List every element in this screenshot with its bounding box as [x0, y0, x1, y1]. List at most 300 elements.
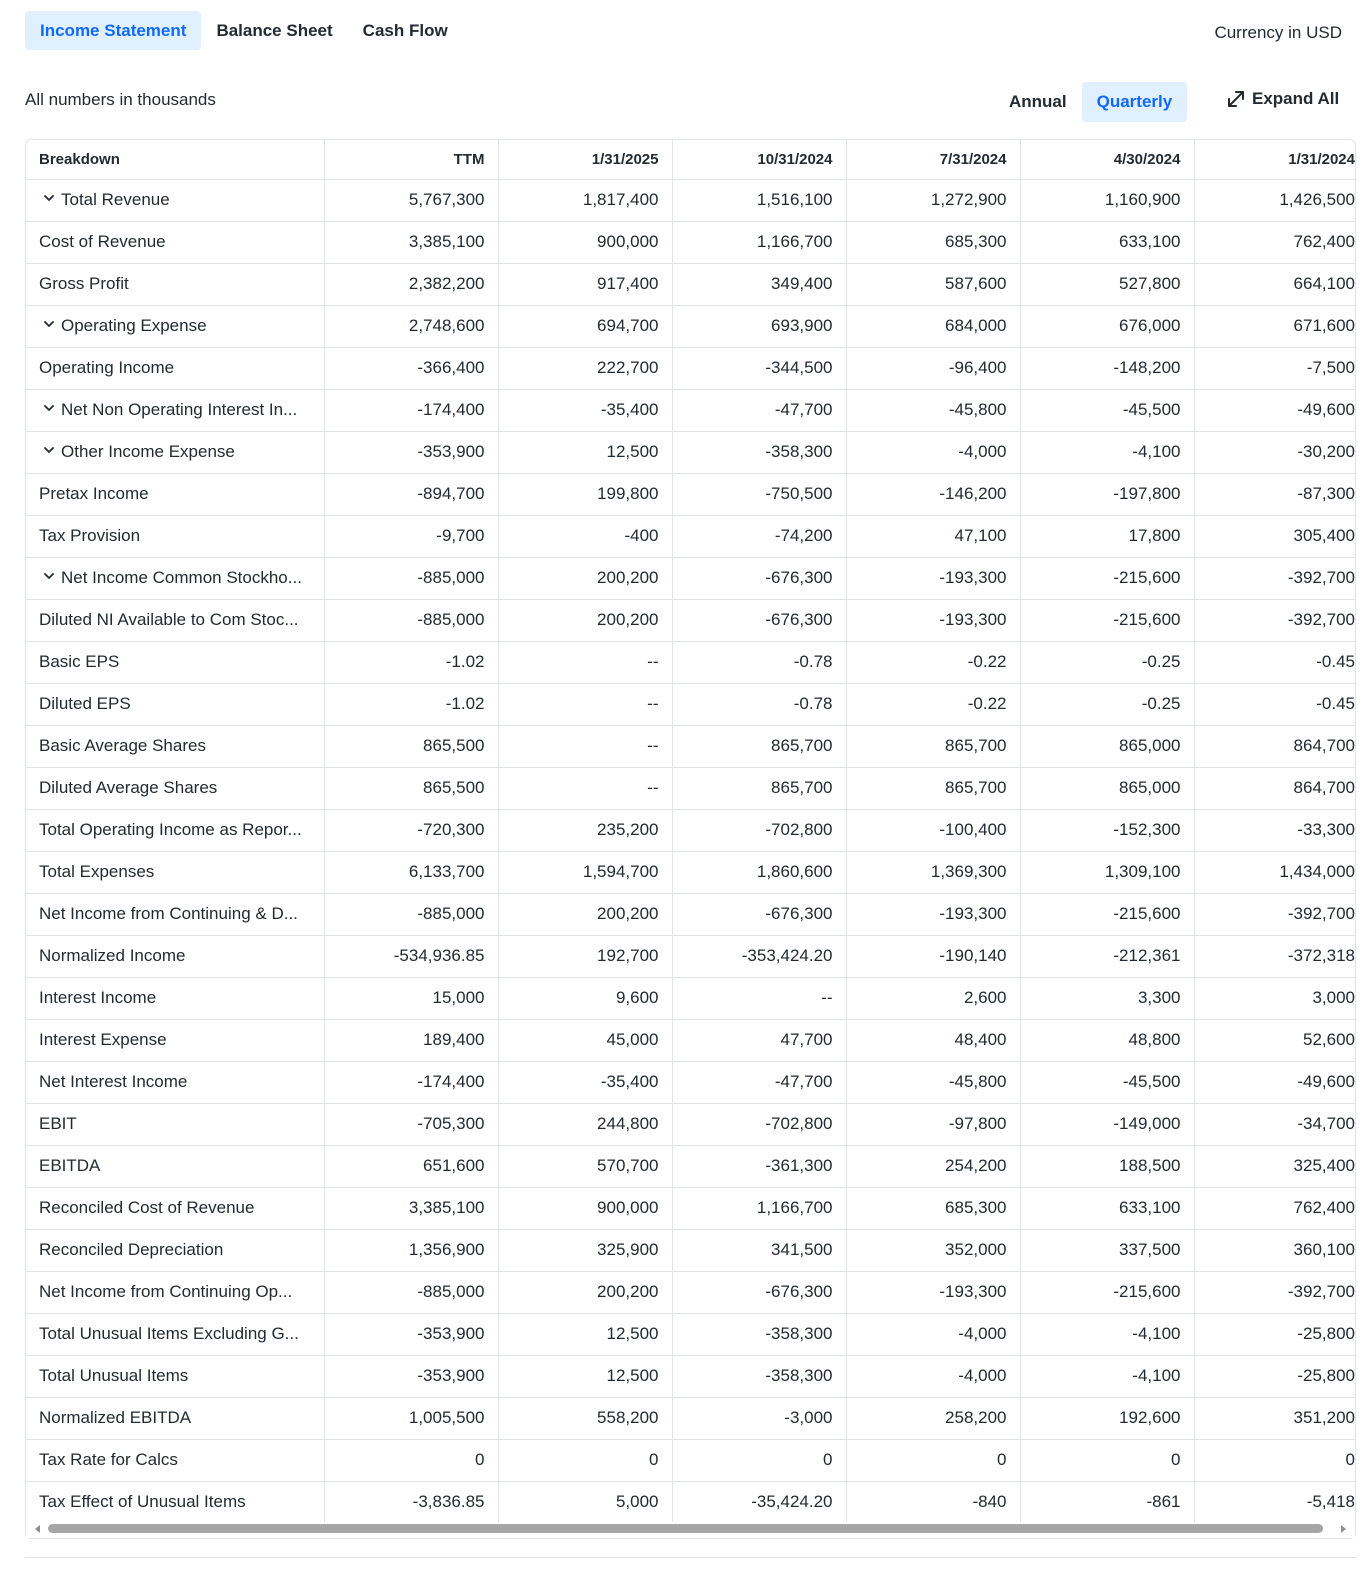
value-cell: -148,200: [1020, 347, 1194, 389]
row-label: Net Income from Continuing Op...: [39, 1282, 293, 1301]
value-cell: 200,200: [498, 893, 672, 935]
row-label-cell: [26, 1187, 324, 1229]
value-cell: 2,748,600: [324, 305, 498, 347]
value-cell: 222,700: [498, 347, 672, 389]
value-cell: -9,700: [324, 515, 498, 557]
value-cell: 865,500: [324, 725, 498, 767]
value-cell: 865,500: [324, 767, 498, 809]
value-cell: -4,100: [1020, 1313, 1194, 1355]
value-cell: -358,300: [672, 431, 846, 473]
value-cell: -190,140: [846, 935, 1020, 977]
value-cell: 341,500: [672, 1229, 846, 1271]
value-cell: --: [498, 725, 672, 767]
value-cell: 15,000: [324, 977, 498, 1019]
value-cell: 865,000: [1020, 725, 1194, 767]
value-cell: -676,300: [672, 893, 846, 935]
value-cell: -100,400: [846, 809, 1020, 851]
table-row[interactable]: [26, 431, 1356, 473]
value-cell: 864,700: [1194, 725, 1356, 767]
value-cell: 685,300: [846, 1187, 1020, 1229]
table-row: [26, 893, 1356, 935]
row-label-cell: [26, 809, 324, 851]
value-cell: -0.78: [672, 641, 846, 683]
expand-arrows-icon: [1226, 89, 1246, 109]
row-label-cell: [26, 641, 324, 683]
value-cell: -34,700: [1194, 1103, 1356, 1145]
value-cell: -4,100: [1020, 1355, 1194, 1397]
value-cell: -885,000: [324, 1271, 498, 1313]
value-cell: -400: [498, 515, 672, 557]
value-cell: 9,600: [498, 977, 672, 1019]
row-label: EBIT: [39, 1114, 77, 1133]
table-row: [26, 1271, 1356, 1313]
value-cell: -4,000: [846, 1313, 1020, 1355]
value-cell: -3,836.85: [324, 1481, 498, 1523]
value-cell: 5,000: [498, 1481, 672, 1523]
row-label: Total Unusual Items Excluding G...: [39, 1324, 299, 1343]
period-toggle: [994, 82, 1187, 122]
value-cell: -894,700: [324, 473, 498, 515]
table-row[interactable]: [26, 305, 1356, 347]
value-cell: 1,005,500: [324, 1397, 498, 1439]
value-cell: -1.02: [324, 641, 498, 683]
value-cell: 325,400: [1194, 1145, 1356, 1187]
value-cell: -4,100: [1020, 431, 1194, 473]
value-cell: -49,600: [1194, 389, 1356, 431]
value-cell: -676,300: [672, 557, 846, 599]
row-label: Interest Expense: [39, 1030, 167, 1049]
value-cell: 558,200: [498, 1397, 672, 1439]
value-cell: 258,200: [846, 1397, 1020, 1439]
value-cell: 570,700: [498, 1145, 672, 1187]
row-label-cell: [26, 851, 324, 893]
value-cell: 47,700: [672, 1019, 846, 1061]
value-cell: -193,300: [846, 1271, 1020, 1313]
value-cell: 762,400: [1194, 221, 1356, 263]
value-cell: -146,200: [846, 473, 1020, 515]
row-label: Cost of Revenue: [39, 232, 166, 251]
value-cell: 352,000: [846, 1229, 1020, 1271]
value-cell: 3,385,100: [324, 221, 498, 263]
value-cell: -7,500: [1194, 347, 1356, 389]
value-cell: -174,400: [324, 389, 498, 431]
value-cell: -0.22: [846, 641, 1020, 683]
row-label: Net Income from Continuing & D...: [39, 904, 298, 923]
chevron-down-icon[interactable]: [44, 571, 54, 581]
row-label-cell: [26, 1145, 324, 1187]
value-cell: -358,300: [672, 1313, 846, 1355]
value-cell: 254,200: [846, 1145, 1020, 1187]
value-cell: -149,000: [1020, 1103, 1194, 1145]
value-cell: -4,000: [846, 431, 1020, 473]
value-cell: 2,382,200: [324, 263, 498, 305]
value-cell: 527,800: [1020, 263, 1194, 305]
horizontal-scrollbar[interactable]: [26, 1522, 1355, 1538]
column-header-period: 7/31/2024: [846, 140, 1020, 179]
row-label: Diluted NI Available to Com Stoc...: [39, 610, 299, 629]
financials-grid: [26, 140, 1356, 1524]
value-cell: 1,272,900: [846, 179, 1020, 221]
value-cell: -96,400: [846, 347, 1020, 389]
value-cell: -193,300: [846, 599, 1020, 641]
value-cell: -30,200: [1194, 431, 1356, 473]
value-cell: 1,516,100: [672, 179, 846, 221]
value-cell: -5,418: [1194, 1481, 1356, 1523]
row-label: Net Non Operating Interest In...: [61, 400, 298, 419]
value-cell: 693,900: [672, 305, 846, 347]
value-cell: 684,000: [846, 305, 1020, 347]
value-cell: 0: [324, 1439, 498, 1481]
value-cell: 1,817,400: [498, 179, 672, 221]
value-cell: -45,500: [1020, 1061, 1194, 1103]
scroll-right-arrow-icon[interactable]: [1341, 1525, 1346, 1533]
value-cell: -212,361: [1020, 935, 1194, 977]
value-cell: -372,318: [1194, 935, 1356, 977]
value-cell: 0: [672, 1439, 846, 1481]
value-cell: 189,400: [324, 1019, 498, 1061]
value-cell: 349,400: [672, 263, 846, 305]
annual-button[interactable]: Annual: [1009, 92, 1067, 111]
value-cell: 351,200: [1194, 1397, 1356, 1439]
statement-tabs: [25, 11, 463, 50]
table-row: [26, 1019, 1356, 1061]
scroll-thumb[interactable]: [48, 1524, 1323, 1533]
divider: [25, 1557, 1356, 1558]
value-cell: 1,860,600: [672, 851, 846, 893]
value-cell: -74,200: [672, 515, 846, 557]
value-cell: 305,400: [1194, 515, 1356, 557]
value-cell: 651,600: [324, 1145, 498, 1187]
value-cell: 1,166,700: [672, 1187, 846, 1229]
row-label-cell: [26, 1271, 324, 1313]
value-cell: -885,000: [324, 557, 498, 599]
value-cell: 694,700: [498, 305, 672, 347]
row-label-cell: [26, 893, 324, 935]
row-label-cell: [26, 347, 324, 389]
value-cell: 587,600: [846, 263, 1020, 305]
row-label-cell: [26, 767, 324, 809]
chevron-down-icon[interactable]: [44, 319, 54, 329]
value-cell: -702,800: [672, 809, 846, 851]
value-cell: 685,300: [846, 221, 1020, 263]
value-cell: 1,369,300: [846, 851, 1020, 893]
value-cell: -35,400: [498, 1061, 672, 1103]
value-cell: 244,800: [498, 1103, 672, 1145]
value-cell: 1,356,900: [324, 1229, 498, 1271]
value-cell: 0: [1194, 1439, 1356, 1481]
value-cell: 45,000: [498, 1019, 672, 1061]
value-cell: -35,400: [498, 389, 672, 431]
value-cell: 762,400: [1194, 1187, 1356, 1229]
value-cell: 1,309,100: [1020, 851, 1194, 893]
table-row: [26, 1397, 1356, 1439]
table-row[interactable]: [26, 179, 1356, 221]
value-cell: 12,500: [498, 431, 672, 473]
value-cell: -25,800: [1194, 1313, 1356, 1355]
value-cell: 664,100: [1194, 263, 1356, 305]
value-cell: 3,385,100: [324, 1187, 498, 1229]
row-label-cell: [26, 1229, 324, 1271]
row-label: Operating Expense: [61, 316, 207, 335]
value-cell: 192,700: [498, 935, 672, 977]
value-cell: -197,800: [1020, 473, 1194, 515]
value-cell: 48,400: [846, 1019, 1020, 1061]
value-cell: -47,700: [672, 1061, 846, 1103]
value-cell: 199,800: [498, 473, 672, 515]
value-cell: -97,800: [846, 1103, 1020, 1145]
value-cell: -47,700: [672, 389, 846, 431]
row-label: Net Income Common Stockho...: [61, 568, 302, 587]
row-label: Tax Rate for Calcs: [39, 1450, 178, 1469]
value-cell: 865,700: [846, 725, 1020, 767]
value-cell: -358,300: [672, 1355, 846, 1397]
value-cell: -0.22: [846, 683, 1020, 725]
row-label: Normalized Income: [39, 946, 186, 965]
value-cell: --: [498, 767, 672, 809]
value-cell: 1,426,500: [1194, 179, 1356, 221]
value-cell: 200,200: [498, 557, 672, 599]
chevron-down-icon[interactable]: [44, 193, 54, 203]
row-label-cell[interactable]: [26, 557, 324, 599]
units-note: All numbers in thousands: [25, 90, 216, 109]
row-label-cell[interactable]: [26, 305, 324, 347]
value-cell: -0.25: [1020, 683, 1194, 725]
value-cell: 865,700: [846, 767, 1020, 809]
tab-balance-sheet[interactable]: Balance Sheet: [216, 21, 333, 40]
table-row: [26, 1229, 1356, 1271]
value-cell: -49,600: [1194, 1061, 1356, 1103]
value-cell: 1,160,900: [1020, 179, 1194, 221]
value-cell: -392,700: [1194, 599, 1356, 641]
row-label-cell: [26, 221, 324, 263]
table-row: [26, 1187, 1356, 1229]
tab-income-statement[interactable]: Income Statement: [25, 11, 201, 50]
value-cell: -45,500: [1020, 389, 1194, 431]
row-label: Reconciled Depreciation: [39, 1240, 224, 1259]
value-cell: 17,800: [1020, 515, 1194, 557]
value-cell: 0: [846, 1439, 1020, 1481]
row-label: Interest Income: [39, 988, 157, 1007]
table-row: [26, 347, 1356, 389]
value-cell: 200,200: [498, 1271, 672, 1313]
value-cell: 325,900: [498, 1229, 672, 1271]
value-cell: --: [672, 977, 846, 1019]
income-statement-table: [25, 139, 1356, 1539]
value-cell: -25,800: [1194, 1355, 1356, 1397]
row-label-cell[interactable]: [26, 389, 324, 431]
value-cell: 1,594,700: [498, 851, 672, 893]
value-cell: -193,300: [846, 893, 1020, 935]
value-cell: -3,000: [672, 1397, 846, 1439]
row-label: Basic EPS: [39, 652, 120, 671]
value-cell: -0.25: [1020, 641, 1194, 683]
value-cell: -392,700: [1194, 893, 1356, 935]
row-label: Tax Provision: [39, 526, 141, 545]
row-label-cell: [26, 683, 324, 725]
value-cell: -174,400: [324, 1061, 498, 1103]
value-cell: -87,300: [1194, 473, 1356, 515]
value-cell: 2,600: [846, 977, 1020, 1019]
value-cell: 865,000: [1020, 767, 1194, 809]
value-cell: -35,424.20: [672, 1481, 846, 1523]
row-label-cell: [26, 263, 324, 305]
column-header-period: 4/30/2024: [1020, 140, 1194, 179]
table-row[interactable]: [26, 389, 1356, 431]
value-cell: 192,600: [1020, 1397, 1194, 1439]
value-cell: -702,800: [672, 1103, 846, 1145]
row-label: Operating Income: [39, 358, 175, 377]
value-cell: -676,300: [672, 599, 846, 641]
value-cell: 235,200: [498, 809, 672, 851]
table-row: [26, 1061, 1356, 1103]
value-cell: --: [498, 641, 672, 683]
row-label-cell: [26, 725, 324, 767]
scroll-left-arrow-icon[interactable]: [35, 1525, 40, 1533]
table-row: [26, 263, 1356, 305]
table-body: [26, 179, 1356, 1523]
value-cell: 48,800: [1020, 1019, 1194, 1061]
table-row: [26, 1355, 1356, 1397]
value-cell: -152,300: [1020, 809, 1194, 851]
column-header-period: 1/31/2025: [498, 140, 672, 179]
value-cell: 6,133,700: [324, 851, 498, 893]
value-cell: 865,700: [672, 725, 846, 767]
table-row: [26, 473, 1356, 515]
value-cell: 633,100: [1020, 1187, 1194, 1229]
value-cell: -215,600: [1020, 893, 1194, 935]
value-cell: 5,767,300: [324, 179, 498, 221]
value-cell: -353,424.20: [672, 935, 846, 977]
value-cell: -353,900: [324, 431, 498, 473]
row-label: Tax Effect of Unusual Items: [39, 1492, 246, 1511]
table-row: [26, 851, 1356, 893]
row-label-cell: [26, 1355, 324, 1397]
value-cell: -361,300: [672, 1145, 846, 1187]
row-label: Total Expenses: [39, 862, 155, 881]
column-header-period: 10/31/2024: [672, 140, 846, 179]
table-row: [26, 515, 1356, 557]
value-cell: -353,900: [324, 1313, 498, 1355]
value-cell: -534,936.85: [324, 935, 498, 977]
table-row: [26, 935, 1356, 977]
value-cell: -4,000: [846, 1355, 1020, 1397]
table-row: [26, 599, 1356, 641]
row-label: Total Unusual Items: [39, 1366, 189, 1385]
expand-all-button[interactable]: [1226, 89, 1339, 109]
row-label: EBITDA: [39, 1156, 101, 1175]
column-header-breakdown: Breakdown: [26, 140, 324, 179]
value-cell: 864,700: [1194, 767, 1356, 809]
row-label: Gross Profit: [39, 274, 129, 293]
quarterly-button[interactable]: Quarterly: [1082, 82, 1188, 122]
table-row: [26, 683, 1356, 725]
tab-cash-flow[interactable]: Cash Flow: [362, 21, 448, 40]
table-row: [26, 1313, 1356, 1355]
value-cell: 633,100: [1020, 221, 1194, 263]
value-cell: -1.02: [324, 683, 498, 725]
row-label-cell: [26, 1061, 324, 1103]
value-cell: -33,300: [1194, 809, 1356, 851]
value-cell: -45,800: [846, 1061, 1020, 1103]
table-row: [26, 725, 1356, 767]
table-row: [26, 977, 1356, 1019]
row-label: Total Operating Income as Repor...: [39, 820, 302, 839]
value-cell: 900,000: [498, 1187, 672, 1229]
table-row: [26, 767, 1356, 809]
row-label-cell: [26, 1439, 324, 1481]
value-cell: -750,500: [672, 473, 846, 515]
row-label: Other Income Expense: [61, 442, 235, 461]
value-cell: 12,500: [498, 1355, 672, 1397]
value-cell: -392,700: [1194, 557, 1356, 599]
table-row[interactable]: [26, 557, 1356, 599]
row-label: Total Revenue: [61, 190, 170, 209]
value-cell: -45,800: [846, 389, 1020, 431]
row-label-cell: [26, 1019, 324, 1061]
value-cell: -0.45: [1194, 641, 1356, 683]
row-label-cell: [26, 1313, 324, 1355]
table-row: [26, 1145, 1356, 1187]
value-cell: -353,900: [324, 1355, 498, 1397]
chevron-down-icon[interactable]: [44, 445, 54, 455]
table-row: [26, 1481, 1356, 1523]
value-cell: 188,500: [1020, 1145, 1194, 1187]
value-cell: 1,434,000: [1194, 851, 1356, 893]
value-cell: 1,166,700: [672, 221, 846, 263]
column-header-period: 1/31/2024: [1194, 140, 1356, 179]
value-cell: 200,200: [498, 599, 672, 641]
row-label: Pretax Income: [39, 484, 149, 503]
value-cell: -885,000: [324, 599, 498, 641]
table-row: [26, 641, 1356, 683]
table-row: [26, 221, 1356, 263]
chevron-down-icon[interactable]: [44, 403, 54, 413]
value-cell: -344,500: [672, 347, 846, 389]
value-cell: -861: [1020, 1481, 1194, 1523]
value-cell: 47,100: [846, 515, 1020, 557]
value-cell: -840: [846, 1481, 1020, 1523]
value-cell: -215,600: [1020, 599, 1194, 641]
row-label-cell: [26, 977, 324, 1019]
row-label-cell: [26, 1397, 324, 1439]
table-row: [26, 1103, 1356, 1145]
row-label-cell: [26, 599, 324, 641]
table-row: [26, 1439, 1356, 1481]
row-label-cell[interactable]: [26, 431, 324, 473]
value-cell: 917,400: [498, 263, 672, 305]
value-cell: -0.45: [1194, 683, 1356, 725]
value-cell: -392,700: [1194, 1271, 1356, 1313]
value-cell: 0: [1020, 1439, 1194, 1481]
row-label-cell: [26, 1103, 324, 1145]
value-cell: 0: [498, 1439, 672, 1481]
value-cell: -676,300: [672, 1271, 846, 1313]
table-row: [26, 809, 1356, 851]
row-label-cell: [26, 935, 324, 977]
row-label-cell[interactable]: [26, 179, 324, 221]
value-cell: -720,300: [324, 809, 498, 851]
value-cell: --: [498, 683, 672, 725]
column-header-period: TTM: [324, 140, 498, 179]
row-label: Reconciled Cost of Revenue: [39, 1198, 255, 1217]
value-cell: 52,600: [1194, 1019, 1356, 1061]
value-cell: 360,100: [1194, 1229, 1356, 1271]
value-cell: 671,600: [1194, 305, 1356, 347]
row-label: Normalized EBITDA: [39, 1408, 192, 1427]
value-cell: -0.78: [672, 683, 846, 725]
expand-all-label: Expand All: [1252, 89, 1340, 108]
value-cell: -215,600: [1020, 1271, 1194, 1313]
